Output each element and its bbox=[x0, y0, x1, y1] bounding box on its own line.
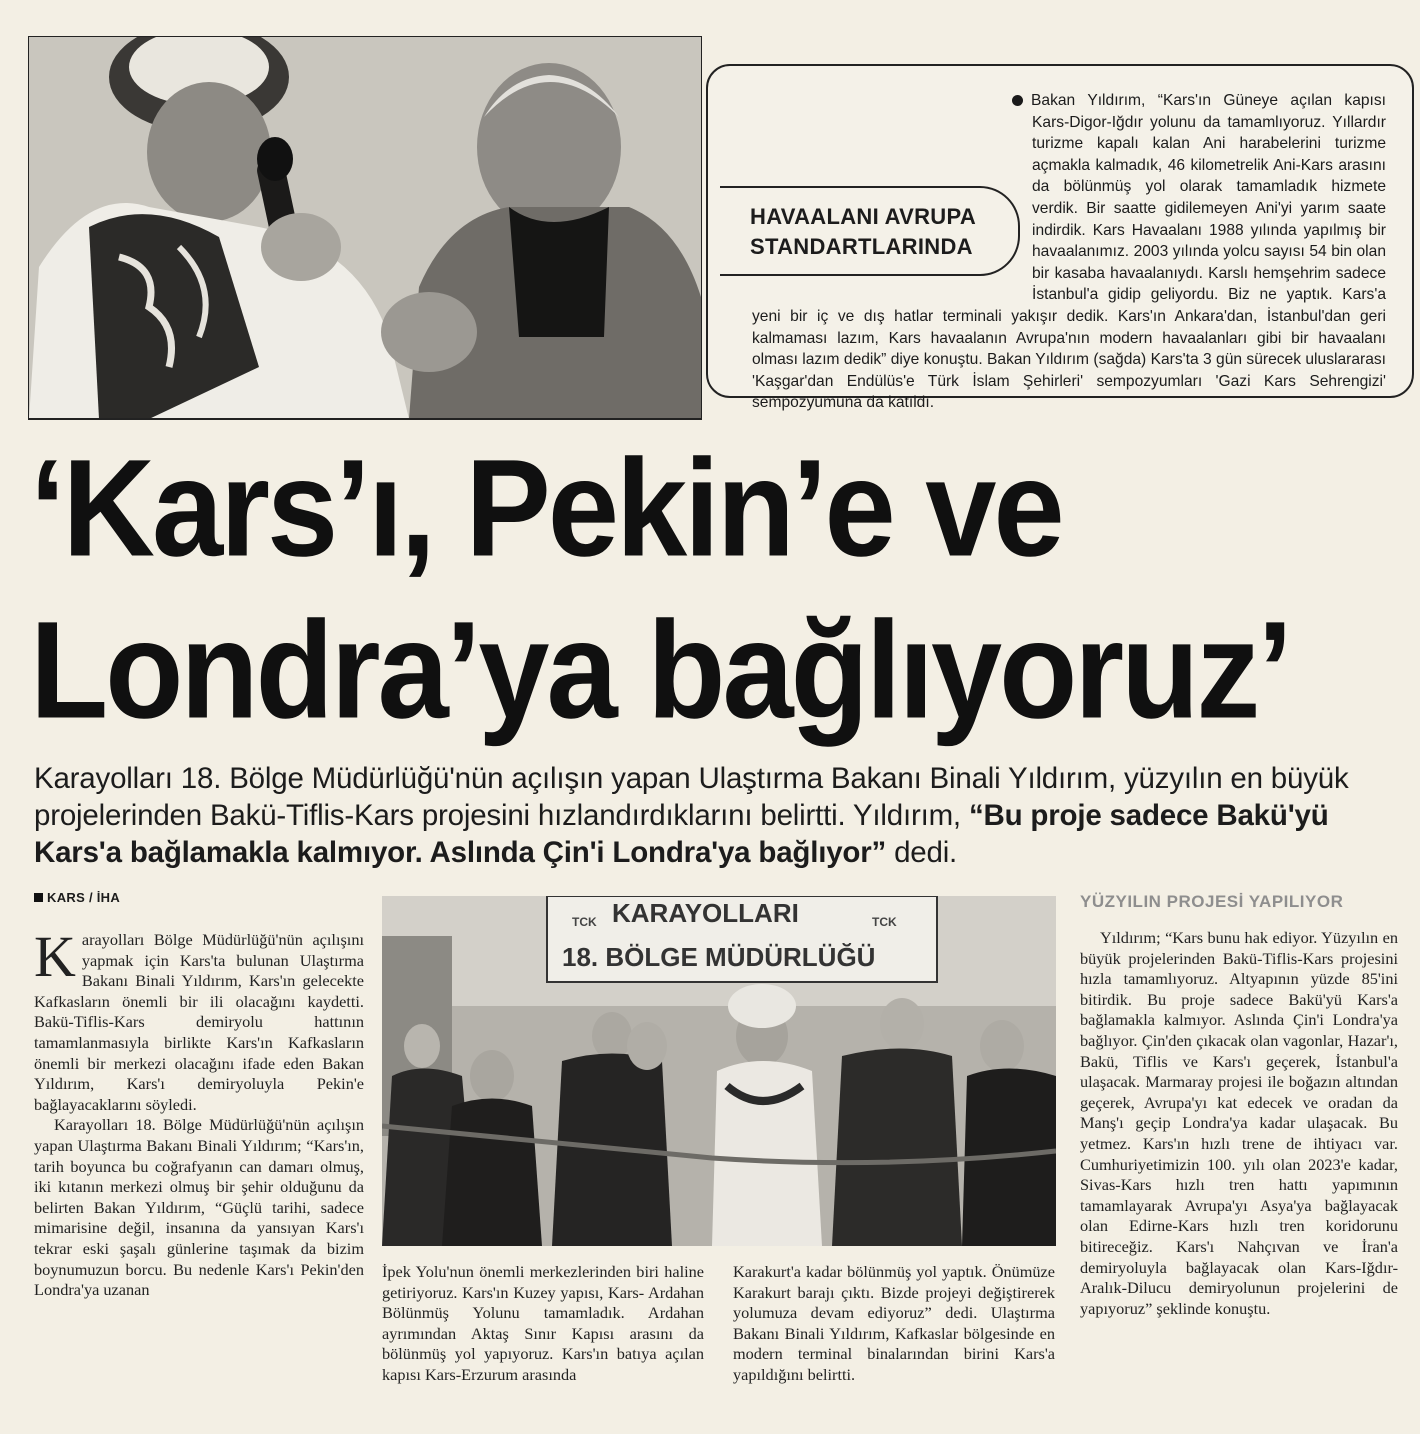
sign-line-2: 18. BÖLGE MÜDÜRLÜĞÜ bbox=[562, 942, 876, 972]
photo-caption bbox=[752, 90, 1386, 414]
section-head: YÜZYILIN PROJESİ YAPILIYOR bbox=[1080, 892, 1344, 911]
drop-cap: K bbox=[34, 924, 76, 989]
col1-paragraph-2: Karayolları 18. Bölge Müdürlüğü'nün açılışın yapan Ulaştırma Bakanı Binali Yıldırım; “Kars'ın, tarih boyunca bu coğrafyanın can damarı olmuş, iki kıtanın merkezi olmuş bir şehir olduğunu da belirten Bakan Yıldırım, “Güçlü tarihi, sadece mimarisine değil, insanına da yansıyan Kars'ı tekrar eski şaşalı günlerine taşımak da bizim boynumuzun borcu. Bu nedenle Kars'ı Pekin'den Londra'ya uzanan bbox=[34, 1115, 364, 1300]
body-column-1 bbox=[34, 924, 364, 1301]
byline bbox=[34, 890, 120, 905]
subhead-line-1: HAVAALANI AVRUPA bbox=[750, 204, 977, 229]
top-photo-illustration bbox=[29, 37, 701, 419]
col3-paragraph: Karakurt'a kadar bölünmüş yol yaptık. Önümüze Karakurt barajı çıktı. Bizde projeyi değiştirerek yolumuza devam ediyoruz” dedi. Ulaştırma Bakanı Binali Yıldırım, Kafkaslar bölgesinde en modern terminal binalarından birini Kars'a yapıldığını belirtti. bbox=[733, 1262, 1055, 1384]
deck-quote: “Bu proje sadece Bakü'yü Kars'a bağlamakla kalmıyor. Aslında Çin'i Londra'ya bağlıyor” bbox=[34, 799, 1329, 869]
top-photo bbox=[28, 36, 702, 420]
ceremony-photo-illustration bbox=[382, 896, 1056, 1246]
caption-box bbox=[706, 64, 1414, 412]
col1-paragraph-1: arayolları Bölge Müdürlüğü'nün açılışını yapmak için Kars'ta bulunan Ulaştırma Bakanı Binali Yıldırım, Kars'ın gelecekte Kafkasların önemli bir ili olacağını kaydetti. Bakü-Tiflis-Kars demiryolu hattının tamamlanmasıyla birlikte Kars'ın Kafkasların önemli bir merkezi olacağını ifade eden Bakan Yıldırım, Kars'ı demiryoluyla Pekin'e bağlayacaklarını söyledi. bbox=[34, 930, 364, 1114]
deck bbox=[34, 760, 1410, 871]
subhead-line-2: STANDARTLARINDA bbox=[750, 234, 973, 259]
caption-wrap-spacer bbox=[722, 198, 1022, 288]
caption-text: Bakan Yıldırım, “Kars'ın Güneye açılan kapısı Kars-Digor-Iğdır yolunu da tamamlıyoruz. Yıllardır turizme kapalı kalan Ani harabelerini turizme açmakla kalmadık, 46 kilometrelik Ani-Kars arasını da bölünmüş yol olarak tamamladık hizmete verdik. Bir saatte gidilemeyen Ani'yi yarım saate indirdik. Kars Havaalanı 1988 yılında yapılmış bir havaalanımız. 2003 yılında yolcu sayısı 54 bin olan bir kasaba havaalanıydı. Karslı hemşehrim sadece İstanbul'a gidip geliyordu. Biz ne yaptık. Kars'a yeni bir iç ve dış hatlar terminali yakışır dedik. Kars'ın Ankara'dan, İstanbul'dan geri kalmaması lazım, Kars havaalanın Avrupa'nın modern havaalanları gibi bir havaalanı olması lazım dedik” diye konuştu. Bakan Yıldırım (sağda) Kars'ta 3 gün sürecek uluslararası 'Kaşgar'dan Endülüs'e Türk İslam Şehirleri' sempozyumları 'Gazi Kars Sehrengizi' sempozyumuna da katıldı. bbox=[752, 92, 1386, 412]
headline-line-1: ‘Kars’ı, Pekin’e ve bbox=[30, 431, 1062, 586]
body-column-3 bbox=[733, 1262, 1055, 1386]
col4-paragraph: Yıldırım; “Kars bunu hak ediyor. Yüzyılın en büyük projelerinden Bakü-Tiflis-Kars projesini hızla tamamlıyoruz. Altyapının yüzde 85'ini bitirdik. Bu proje sadece Bakü'yü Kars'a bağlamakla kalmıyor. Aslında Çin'i Londra'ya bağlıyor. Çin'den çıkacak olan vagonlar, Hazar'ı, Bakü, Tiflis ve Kars'ı geçerek, İstanbul'a ulaşacak. Marmaray projesi ile boğazın altından geçerek, Avrupa'yı kat edecek ve oradan da Manş'ı geçip Londra'ya kadar ulaşacak. Bu yetmez. Kars'ın hızlı trene de ihtiyacı var. Cumhuriyetimizin 100. yılı olan 2023'e kadar, Sivas-Kars hızlı tren hattı yapımının tamamlayarak Avrupa'yı Asya'ya bağlayacak olan Edirne-Kars hızlı tren koridorunu bitireceğiz. Kars'ı Nahçıvan ve İran'a demiryoluyla bağlayacak olan Kars-Iğdır-Aralık-Dilucu demiryolunun projelerini de yapıyoruz” şeklinde konuştu. bbox=[1080, 928, 1398, 1318]
deck-plain: Karayolları 18. Bölge Müdürlüğü'nün açılışın yapan Ulaştırma Bakanı Binali Yıldırım, yüzyılın en büyük projelerinden Bakü-Tiflis-Kars projesini hızlandırdıklarını belirtti. Yıldırım, bbox=[34, 762, 1349, 832]
ceremony-photo bbox=[382, 896, 1056, 1246]
sign-logo-right: TCK bbox=[872, 915, 897, 929]
headline-line-2: Londra’ya bağlıyoruz’ bbox=[30, 593, 1290, 748]
body-column-2 bbox=[382, 1262, 704, 1386]
deck-end: dedi. bbox=[894, 836, 958, 869]
headline bbox=[30, 428, 1410, 752]
byline-square-icon bbox=[34, 893, 43, 902]
col2-paragraph: İpek Yolu'nun önemli merkezlerinden biri haline getiriyoruz. Kars'ın Kuzey yapısı, Kars- Ardahan Bölünmüş Yolunu tamamladık. Ardahan ayrımından Aktaş Sınır Kapısı arasını da bölünmüş yol yapıyoruz. Kars'ın batıya açılan kapısı Kars-Erzurum arasında bbox=[382, 1262, 704, 1384]
sign-logo-left: TCK bbox=[572, 915, 597, 929]
body-column-4 bbox=[1080, 928, 1398, 1319]
sign-line-1: KARAYOLLARI bbox=[612, 898, 799, 928]
bullet-icon bbox=[1012, 95, 1023, 106]
byline-text: KARS / İHA bbox=[47, 890, 121, 905]
